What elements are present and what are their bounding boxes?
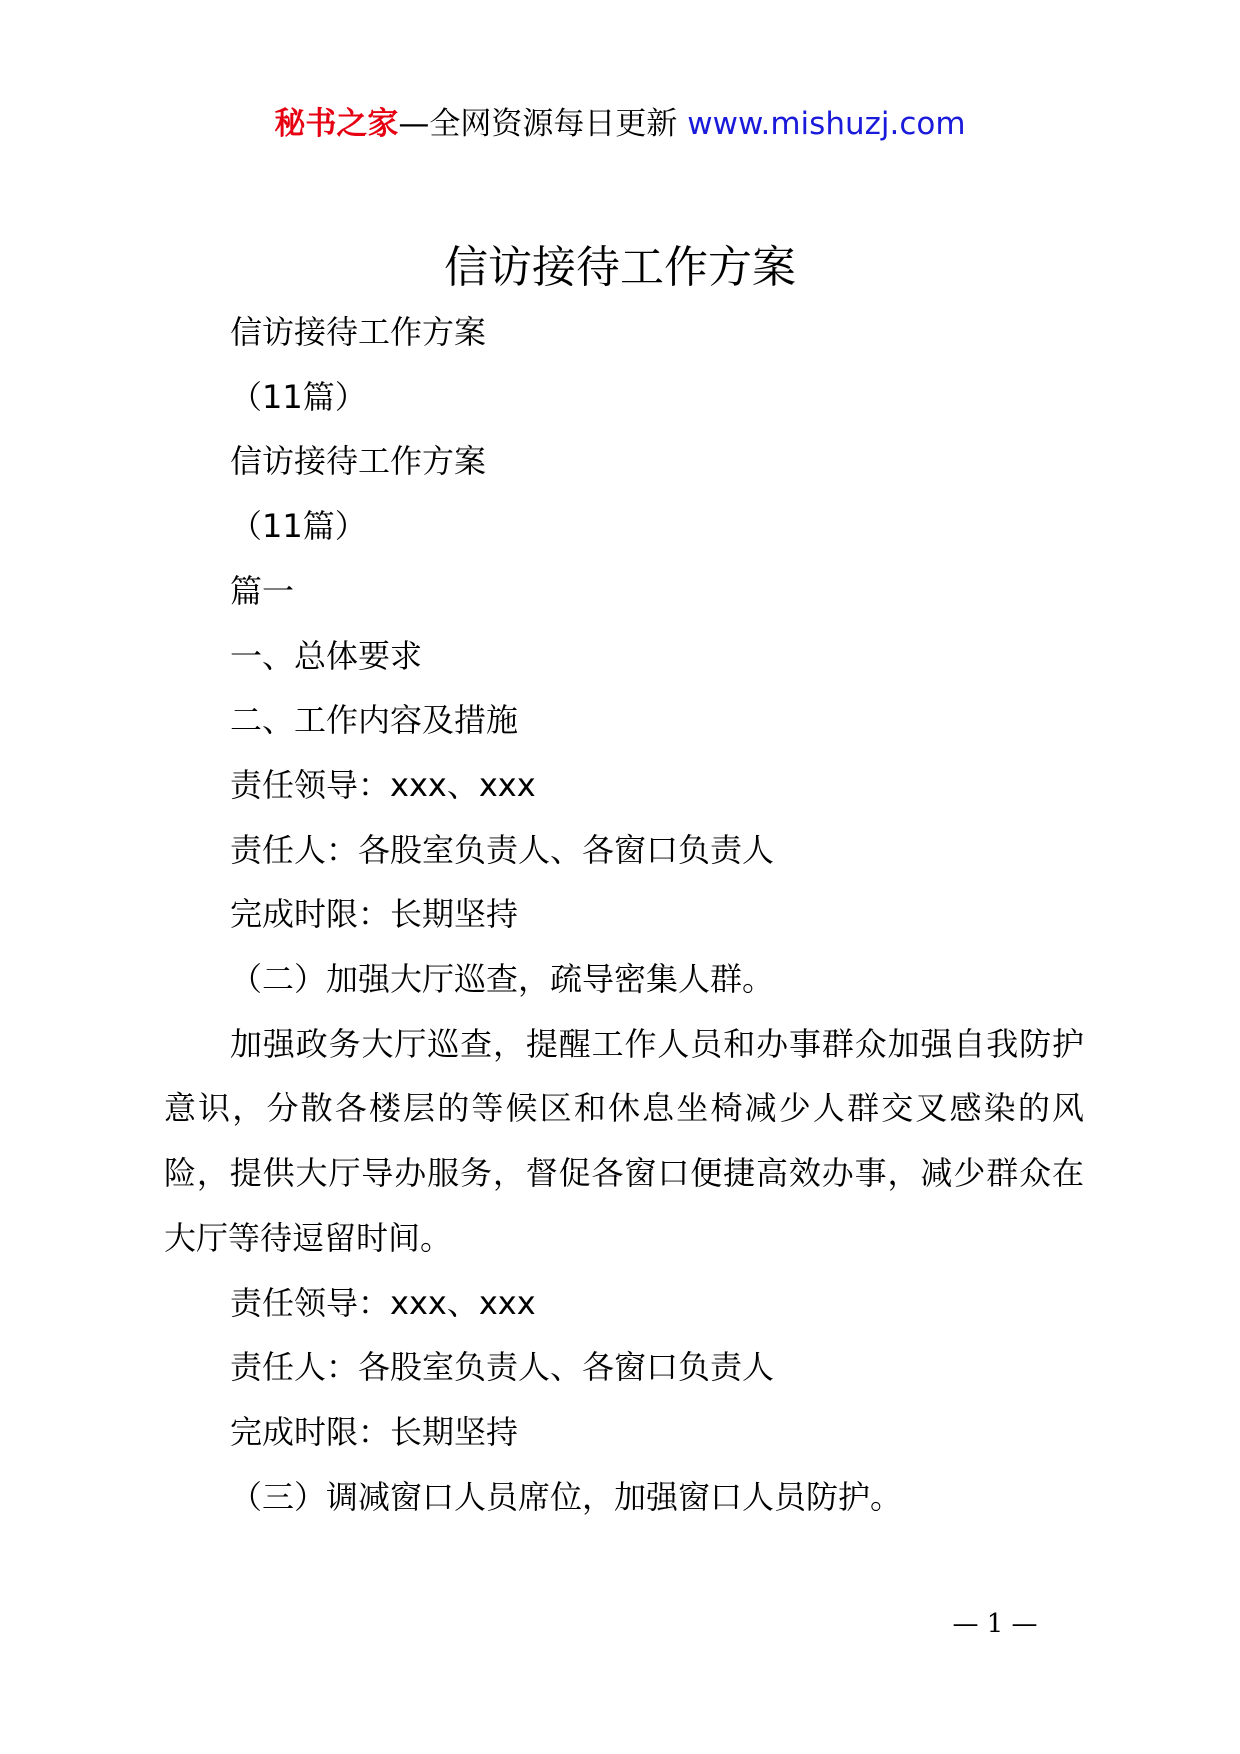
paragraph-responsible-person-1: 责任人：各股室负责人、各窗口负责人 [230, 830, 775, 869]
paragraph-subtitle-2: 信访接待工作方案 [230, 442, 487, 481]
paragraph-count-2: （11篇） [230, 507, 367, 546]
document-title: 信访接待工作方案 [444, 242, 796, 293]
paragraph-item-3-heading: （三）调减窗口人员席位，加强窗口人员防护。 [230, 1477, 903, 1516]
paragraph-chapter-heading: 篇一 [230, 571, 295, 610]
document-body [164, 300, 1084, 1529]
paragraph-deadline-1: 完成时限：长期坚持 [230, 895, 519, 934]
paragraph-item-2-heading: （二）加强大厅巡查，疏导密集人群。 [230, 960, 775, 999]
paragraph-subtitle-1: 信访接待工作方案 [230, 313, 487, 351]
paragraph-section-1-heading: 一、总体要求 [230, 636, 423, 675]
site-header [0, 100, 1240, 148]
site-url-link[interactable]: www.mishuzj.com [687, 106, 966, 142]
page-number: — 1 — [952, 1609, 1038, 1639]
paragraph-item-2-body: 加强政务大厅巡查，提醒工作人员和办事群众加强自我防护意识，分散各楼层的等候区和休息坐椅减少人群交叉感染的风险，提供大厅导办服务，督促各窗口便捷高效办事，减少群众在大厅等待逗留时间。 [164, 1024, 1084, 1257]
paragraph-count-1: （11篇） [230, 377, 367, 416]
paragraph-responsible-leader-1: 责任领导：xxx、xxx [230, 765, 536, 804]
site-brand: 秘书之家 [274, 106, 399, 142]
paragraph-responsible-leader-2: 责任领导：xxx、xxx [230, 1283, 536, 1322]
paragraph-section-2-heading: 二、工作内容及措施 [230, 701, 519, 740]
paragraph-responsible-person-2: 责任人：各股室负责人、各窗口负责人 [230, 1348, 775, 1387]
site-tagline: —全网资源每日更新 [398, 106, 678, 142]
paragraph-deadline-2: 完成时限：长期坚持 [230, 1412, 519, 1451]
